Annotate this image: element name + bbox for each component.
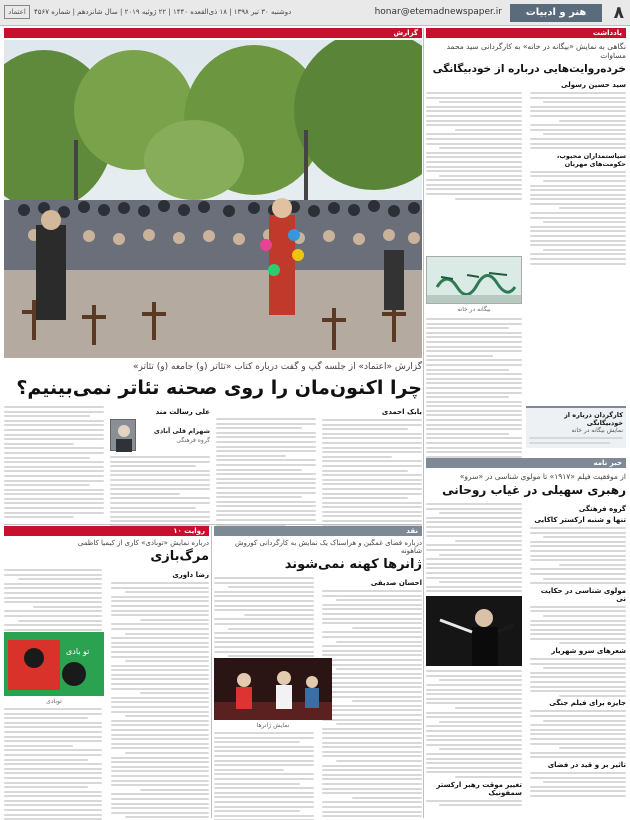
bottom-middle-article bbox=[214, 526, 422, 818]
top-story-col-3 bbox=[110, 406, 210, 534]
conductor-photo bbox=[426, 596, 522, 666]
bottom-left-col-1 bbox=[111, 569, 209, 820]
right-column-lower-body bbox=[426, 318, 522, 470]
street-theater-photo bbox=[4, 40, 422, 358]
right-news-sub2: تنها و شنبه ارکستر کاکایی bbox=[534, 516, 626, 524]
top-story-col-1 bbox=[322, 406, 422, 534]
bottom-left-lower bbox=[4, 708, 102, 820]
top-story bbox=[4, 28, 422, 526]
newspaper-logo: اعتماد bbox=[4, 5, 30, 19]
bottom-mid-kicker: درباره فضای غمگین و هراسناک یک نمایش به کارگردانی کوروش شاهونه bbox=[234, 539, 422, 555]
top-story-headline: چرا اکنون‌مان را روی صحنه تئاتر نمی‌بینیم؟ bbox=[16, 377, 422, 399]
author-name: شهرام قلی آبادی bbox=[153, 427, 210, 435]
right-column-highlight-box bbox=[526, 406, 626, 448]
section-label: هنر و ادبیات bbox=[510, 4, 602, 22]
date-line: دوشنبه ۳۰ تیر ۱۳۹۸ | ۱۸ ذی‌القعده ۱۴۴۰ | ۲۲ ژوئیه ۲۰۱۹ | سال شانزدهم | شماره ۴۵۶۷ bbox=[34, 8, 292, 16]
right-column-byline: سید حسین رسولی bbox=[561, 81, 626, 89]
horizontal-divider bbox=[4, 524, 422, 525]
poster-image bbox=[4, 632, 104, 696]
right-column-headline: خرده‌روایت‌هایی درباره از خودبیگانگی bbox=[432, 63, 626, 75]
right-news-sub3: مولوی شناسی در حکایت نی bbox=[540, 586, 626, 603]
bottom-left-byline: رضا داوری bbox=[172, 571, 209, 579]
top-story-byline-right: بابک احمدی bbox=[381, 408, 422, 416]
right-news-col-2 bbox=[426, 503, 522, 809]
bottom-mid-tag: نقد bbox=[214, 526, 422, 536]
bottom-left-tag: روایت ۱۰ bbox=[4, 526, 209, 536]
bottom-left-photo bbox=[4, 632, 104, 696]
vertical-divider-right bbox=[423, 28, 424, 818]
section-email[interactable]: honar@etemadnewspaper.ir bbox=[374, 7, 502, 17]
graffiti-wall-image bbox=[427, 257, 522, 304]
author-portrait-icon bbox=[111, 420, 137, 452]
top-story-byline-mid: علی رسالت مند bbox=[155, 408, 210, 416]
highlight-title: کارگردان درباره از خودبیگانگی bbox=[564, 411, 623, 427]
right-news-col-1 bbox=[530, 503, 626, 800]
page-number: ۸ bbox=[613, 3, 624, 23]
bottom-left-caption: توبادی bbox=[46, 698, 62, 705]
right-column-image bbox=[426, 256, 522, 304]
svg-text:تو بادی: تو بادی bbox=[66, 647, 90, 656]
right-news-sub4: شعرهای سرو شهریار bbox=[551, 647, 626, 656]
right-news-sub5: جایزه برای فیلم جنگی bbox=[549, 699, 626, 708]
vertical-divider-bottom bbox=[211, 526, 212, 818]
bottom-left-article bbox=[4, 526, 209, 818]
right-column-subhead: سیاستمداران محبوب، حکومت‌های مهربان bbox=[556, 151, 626, 168]
bottom-left-headline: مرگ‌بازی bbox=[150, 549, 209, 564]
page-header-bar bbox=[0, 0, 630, 26]
bottom-mid-col-1 bbox=[322, 577, 422, 820]
stage-performance-image bbox=[214, 658, 332, 720]
right-column-article bbox=[426, 28, 626, 456]
highlight-sub: نمایش بیگانه در خانه bbox=[571, 427, 623, 434]
author-role: گروه فرهنگی bbox=[176, 437, 210, 444]
bottom-mid-headline: ژانرها کهنه نمی‌شوند bbox=[284, 557, 422, 572]
top-story-kicker: گزارش «اعتماد» از جلسه گپ و گفت درباره کتاب «تئاتر (و) جامعه (و) تئاتر» bbox=[132, 362, 422, 372]
right-column-body-col1 bbox=[530, 92, 626, 267]
bottom-mid-caption: نمایش ژانرها bbox=[256, 722, 290, 729]
author-box bbox=[110, 419, 210, 453]
top-story-col-2 bbox=[216, 418, 316, 528]
right-column-kicker: نگاهی به نمایش «بیگانه در خانه» به کارگردانی سید محمد مساوات bbox=[446, 42, 626, 60]
top-story-body bbox=[4, 406, 422, 526]
bottom-mid-col-2 bbox=[214, 577, 314, 669]
conductor-image bbox=[426, 596, 522, 666]
right-news-headline: رهبری سهیلی در غیاب روحانی bbox=[442, 483, 626, 497]
top-story-tag: گزارش bbox=[4, 28, 422, 38]
right-column-tag: یادداشت bbox=[426, 28, 626, 38]
bottom-left-col-2 bbox=[4, 569, 102, 633]
bottom-mid-photo bbox=[214, 658, 332, 720]
right-news-box bbox=[426, 458, 626, 818]
right-news-kicker: از موفقیت فیلم «۱۹۱۷» تا مولوی شناسی در «سرو» bbox=[459, 472, 626, 481]
bottom-left-kicker: درباره نمایش «توبادی» کاری از کیمیا کاظمی bbox=[77, 539, 209, 547]
right-news-sub6: تاثیر بر و قید در فضای bbox=[547, 760, 626, 769]
right-news-tag: خبر نامه bbox=[426, 458, 626, 468]
right-news-sub7: تغییر موقت رهبر ارکستر سمفونیک bbox=[436, 780, 522, 797]
top-story-col-4 bbox=[4, 406, 104, 521]
bottom-mid-byline: احسان صدیقی bbox=[370, 579, 422, 587]
right-column-image-caption: بیگانه در خانه bbox=[457, 306, 491, 313]
right-column-body-col2 bbox=[426, 92, 522, 202]
author-photo bbox=[110, 419, 136, 451]
bottom-mid-lower bbox=[214, 732, 314, 820]
top-story-photo bbox=[4, 40, 422, 358]
right-news-sub1: گروه فرهنگی bbox=[578, 505, 626, 513]
